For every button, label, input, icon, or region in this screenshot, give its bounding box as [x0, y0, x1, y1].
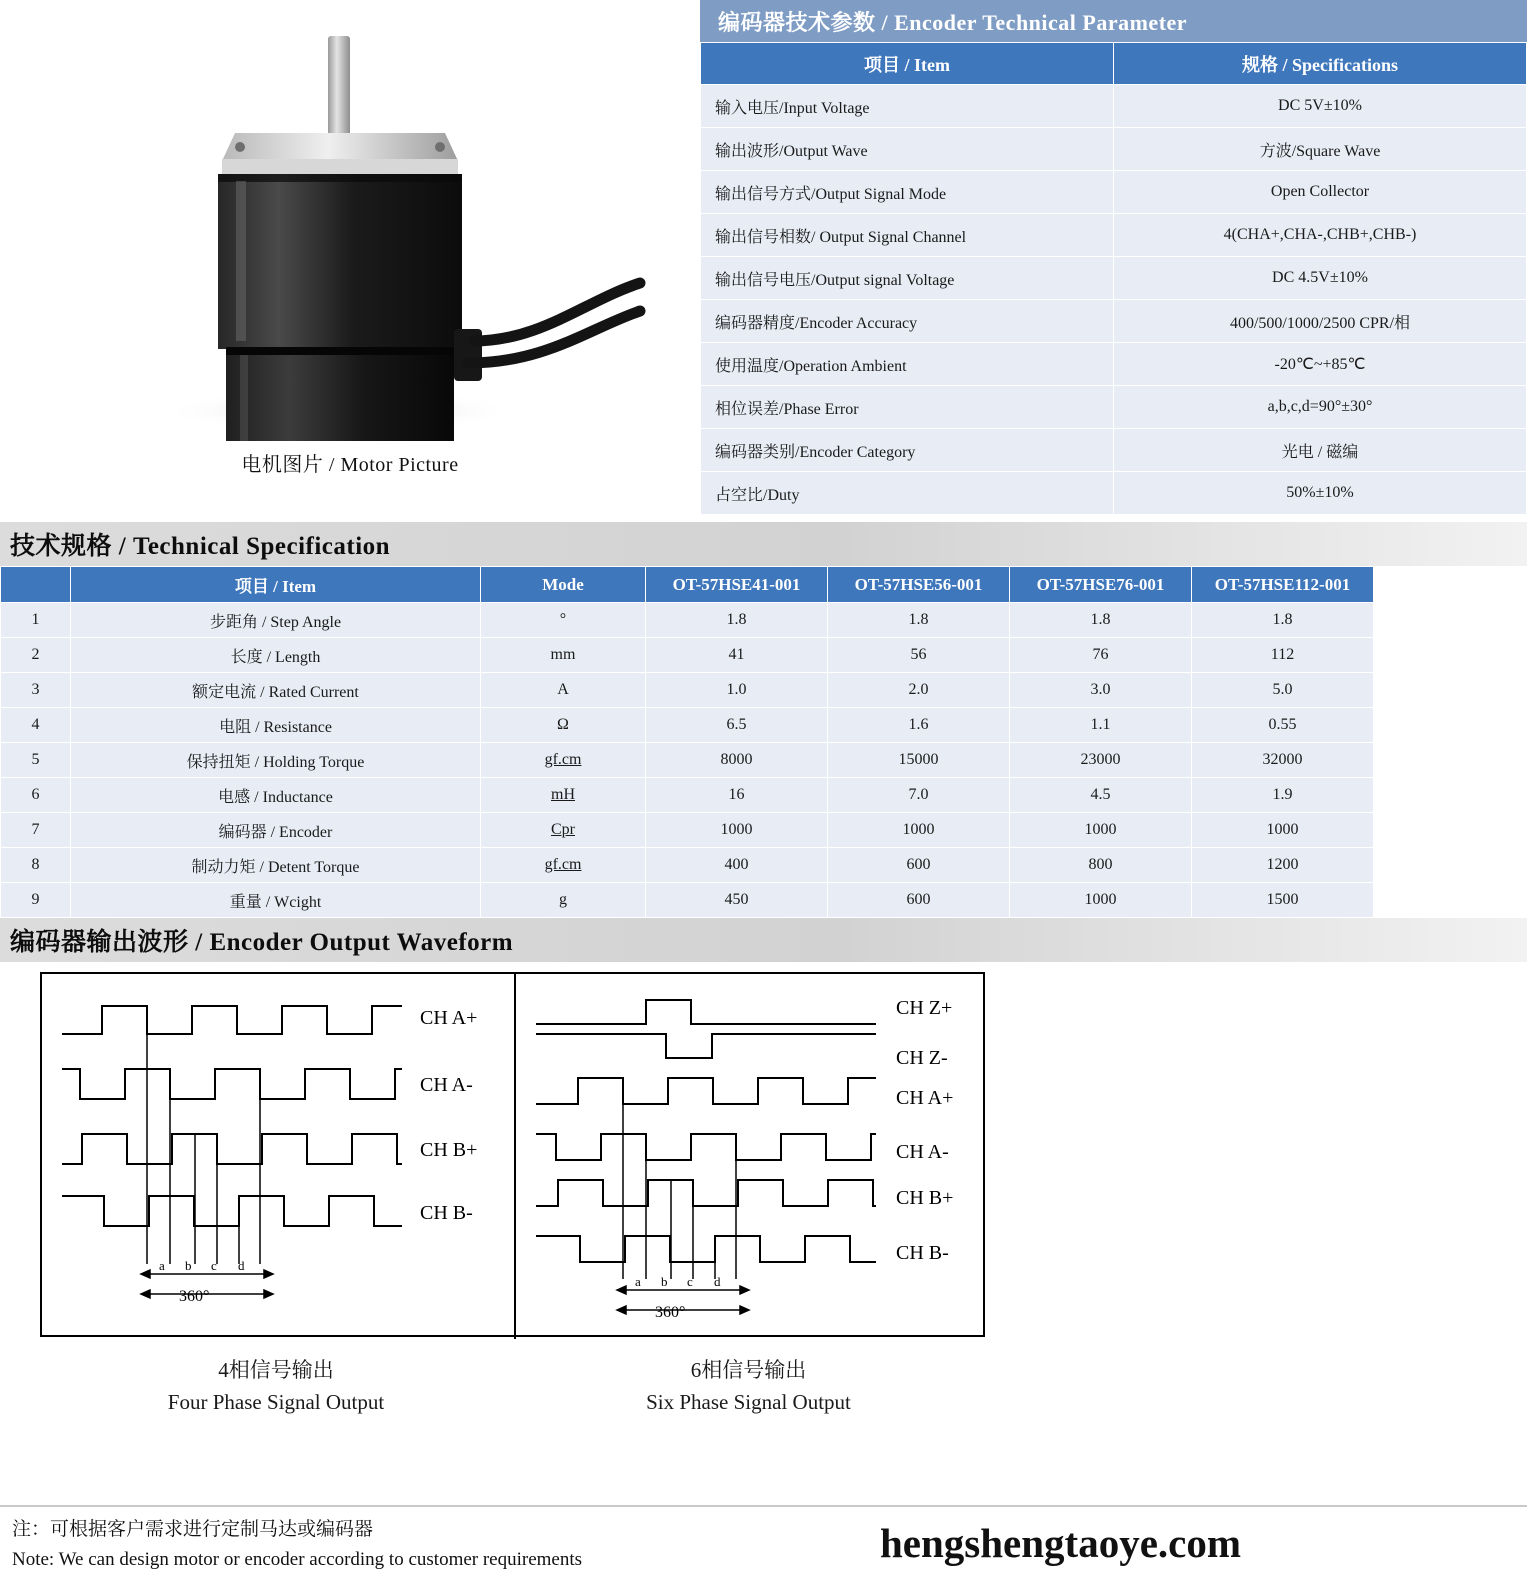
spec-row-mode: Cpr [481, 813, 646, 848]
table-row [1, 813, 1527, 848]
spec-row-item: 额定电流 / Rated Current [71, 673, 481, 708]
spec-row-value: 1.1 [1010, 708, 1192, 743]
svg-text:c: c [211, 1258, 217, 1273]
spec-row-pad [1374, 673, 1527, 708]
spec-header-model-3: OT-57HSE76-001 [1010, 567, 1192, 603]
spec-row-value: 450 [646, 883, 828, 918]
spec-row-value: 6.5 [646, 708, 828, 743]
spec-row-no: 3 [1, 673, 71, 708]
spec-row-value: 3.0 [1010, 673, 1192, 708]
spec-header-model-1: OT-57HSE41-001 [646, 567, 828, 603]
spec-row-item: 保持扭矩 / Holding Torque [71, 743, 481, 778]
spec-row-no: 7 [1, 813, 71, 848]
spec-row-pad [1374, 708, 1527, 743]
encoder-waveform-heading: 编码器输出波形 / Encoder Output Waveform [0, 918, 1527, 962]
encoder-table-title: 编码器技术参数 / Encoder Technical Parameter [700, 0, 1527, 42]
spec-row-item: 重量 / Wcight [71, 883, 481, 918]
spec-row-value: 7.0 [828, 778, 1010, 813]
encoder-item-spec: 方波/Square Wave [1114, 128, 1527, 171]
spec-row-value: 4.5 [1010, 778, 1192, 813]
spec-row-value: 1200 [1192, 848, 1374, 883]
spec-row-mode: gf.cm [481, 743, 646, 778]
spec-row-pad [1374, 603, 1527, 638]
svg-text:CH A+: CH A+ [420, 1007, 478, 1029]
spec-header-row [1, 567, 1527, 603]
svg-text:360°: 360° [179, 1288, 210, 1305]
encoder-table-header-row [701, 43, 1527, 85]
table-row [701, 214, 1527, 257]
spec-header-mode: Mode [481, 567, 646, 603]
svg-text:CH A-: CH A- [420, 1074, 473, 1096]
encoder-item-spec: 4(CHA+,CHA-,CHB+,CHB-) [1114, 214, 1527, 257]
spec-row-no: 5 [1, 743, 71, 778]
table-row [1, 603, 1527, 638]
table-row [701, 343, 1527, 386]
motor-picture-pane [0, 0, 700, 522]
waveform-area [0, 962, 1527, 1482]
spec-header-no [1, 567, 71, 603]
footer-note-en: Note: We can design motor or encoder according to customer requirements [12, 1549, 583, 1570]
encoder-item-label: 输出信号电压/Output signal Voltage [701, 257, 1114, 300]
svg-text:d: d [238, 1258, 245, 1273]
spec-row-mode: mH [481, 778, 646, 813]
spec-row-value: 1.8 [1192, 603, 1374, 638]
four-phase-caption-cn: 4相信号输出 [218, 1358, 334, 1382]
encoder-item-label: 输出信号方式/Output Signal Mode [701, 171, 1114, 214]
spec-row-value: 1000 [1010, 813, 1192, 848]
table-row [701, 386, 1527, 429]
footer-note-cn: 注：可根据客户需求进行定制马达或编码器 [12, 1519, 374, 1540]
spec-row-value: 1.0 [646, 673, 828, 708]
encoder-item-label: 输入电压/Input Voltage [701, 85, 1114, 128]
table-row [1, 708, 1527, 743]
encoder-item-spec: 400/500/1000/2500 CPR/相 [1114, 300, 1527, 343]
spec-row-value: 1.8 [828, 603, 1010, 638]
encoder-item-spec: 50%±10% [1114, 472, 1527, 515]
spec-row-mode: A [481, 673, 646, 708]
table-row [701, 472, 1527, 515]
encoder-parameter-table [700, 42, 1527, 515]
encoder-item-label: 编码器精度/Encoder Accuracy [701, 300, 1114, 343]
spec-row-value: 600 [828, 883, 1010, 918]
encoder-header-item: 项目 / Item [701, 43, 1114, 85]
svg-text:c: c [687, 1274, 693, 1289]
table-row [1, 743, 1527, 778]
four-phase-caption-en: Four Phase Signal Output [167, 1390, 385, 1414]
encoder-item-spec: Open Collector [1114, 171, 1527, 214]
spec-row-value: 41 [646, 638, 828, 673]
table-row [701, 300, 1527, 343]
six-phase-caption-cn: 6相信号输出 [690, 1358, 807, 1382]
spec-row-value: 1000 [828, 813, 1010, 848]
four-phase-caption [40, 1354, 512, 1418]
spec-header-model-4: OT-57HSE112-001 [1192, 567, 1374, 603]
four-phase-waveform [42, 974, 512, 1337]
spec-row-value: 5.0 [1192, 673, 1374, 708]
table-row [701, 171, 1527, 214]
table-row [701, 85, 1527, 128]
encoder-item-label: 编码器类别/Encoder Category [701, 429, 1114, 472]
encoder-item-label: 输出信号相数/ Output Signal Channel [701, 214, 1114, 257]
spec-header-item: 项目 / Item [71, 567, 481, 603]
spec-row-value: 32000 [1192, 743, 1374, 778]
svg-text:CH B-: CH B- [896, 1242, 949, 1264]
footer-note [12, 1515, 582, 1575]
spec-header-model-2: OT-57HSE56-001 [828, 567, 1010, 603]
spec-row-mode: g [481, 883, 646, 918]
svg-text:CH B+: CH B+ [420, 1139, 478, 1161]
table-row [701, 128, 1527, 171]
spec-row-pad [1374, 813, 1527, 848]
svg-text:d: d [714, 1274, 721, 1289]
svg-text:a: a [635, 1274, 641, 1289]
table-row [1, 883, 1527, 918]
spec-row-pad [1374, 848, 1527, 883]
svg-text:CH B-: CH B- [420, 1202, 473, 1224]
svg-text:b: b [185, 1258, 192, 1273]
table-row [1, 673, 1527, 708]
svg-text:CH Z+: CH Z+ [896, 997, 953, 1019]
spec-row-no: 8 [1, 848, 71, 883]
spec-row-item: 编码器 / Encoder [71, 813, 481, 848]
spec-row-value: 1.8 [1010, 603, 1192, 638]
six-phase-waveform [516, 974, 986, 1337]
svg-text:CH A+: CH A+ [896, 1087, 954, 1109]
spec-row-value: 800 [1010, 848, 1192, 883]
spec-row-value: 1.8 [646, 603, 828, 638]
waveform-diagram-box [40, 972, 985, 1337]
brand-website: hengshengtaoye.com [879, 1520, 1241, 1566]
spec-row-value: 15000 [828, 743, 1010, 778]
spec-row-pad [1374, 743, 1527, 778]
spec-row-no: 4 [1, 708, 71, 743]
encoder-item-spec: a,b,c,d=90°±30° [1114, 386, 1527, 429]
spec-row-value: 23000 [1010, 743, 1192, 778]
spec-row-item: 长度 / Length [71, 638, 481, 673]
spec-row-value: 1000 [646, 813, 828, 848]
spec-row-item: 制动力矩 / Detent Torque [71, 848, 481, 883]
spec-row-value: 1.9 [1192, 778, 1374, 813]
motor-picture-caption: 电机图片 / Motor Picture [241, 454, 459, 476]
table-row [1, 638, 1527, 673]
spec-row-pad [1374, 778, 1527, 813]
spec-row-value: 16 [646, 778, 828, 813]
spec-row-no: 6 [1, 778, 71, 813]
encoder-item-label: 使用温度/Operation Ambient [701, 343, 1114, 386]
six-phase-caption-en: Six Phase Signal Output [646, 1390, 851, 1414]
table-row [701, 257, 1527, 300]
svg-text:360°: 360° [655, 1304, 686, 1321]
spec-row-value: 2.0 [828, 673, 1010, 708]
spec-row-value: 0.55 [1192, 708, 1374, 743]
footer-content [0, 1507, 1527, 1575]
top-section [0, 0, 1527, 522]
spec-row-value: 8000 [646, 743, 828, 778]
svg-text:CH A-: CH A- [896, 1141, 949, 1163]
encoder-item-label: 相位误差/Phase Error [701, 386, 1114, 429]
motor-image [20, 6, 680, 446]
spec-row-value: 1500 [1192, 883, 1374, 918]
spec-row-no: 1 [1, 603, 71, 638]
spec-header-pad [1374, 567, 1527, 603]
svg-text:a: a [159, 1258, 165, 1273]
spec-row-item: 步距角 / Step Angle [71, 603, 481, 638]
spec-row-value: 400 [646, 848, 828, 883]
waveform-captions [40, 1354, 985, 1418]
spec-row-no: 2 [1, 638, 71, 673]
spec-row-mode: Ω [481, 708, 646, 743]
page-footer [0, 1505, 1527, 1591]
spec-row-item: 电感 / Inductance [71, 778, 481, 813]
encoder-item-spec: DC 5V±10% [1114, 85, 1527, 128]
spec-row-value: 76 [1010, 638, 1192, 673]
spec-row-mode: gf.cm [481, 848, 646, 883]
encoder-item-spec: 光电 / 磁编 [1114, 429, 1527, 472]
table-row [701, 429, 1527, 472]
spec-row-value: 1000 [1192, 813, 1374, 848]
encoder-item-label: 输出波形/Output Wave [701, 128, 1114, 171]
encoder-item-spec: -20℃~+85℃ [1114, 343, 1527, 386]
motor-illustration [40, 11, 660, 441]
spec-row-value: 112 [1192, 638, 1374, 673]
spec-row-item: 电阻 / Resistance [71, 708, 481, 743]
encoder-header-spec: 规格 / Specifications [1114, 43, 1527, 85]
encoder-item-label: 占空比/Duty [701, 472, 1114, 515]
spec-row-mode: ° [481, 603, 646, 638]
table-row [1, 778, 1527, 813]
svg-text:b: b [661, 1274, 668, 1289]
encoder-item-spec: DC 4.5V±10% [1114, 257, 1527, 300]
svg-text:CH Z-: CH Z- [896, 1047, 948, 1069]
spec-row-value: 1000 [1010, 883, 1192, 918]
spec-row-pad [1374, 883, 1527, 918]
spec-row-value: 56 [828, 638, 1010, 673]
six-phase-caption [512, 1354, 985, 1418]
technical-specification-table [0, 566, 1527, 918]
spec-row-value: 600 [828, 848, 1010, 883]
svg-text:CH B+: CH B+ [896, 1187, 954, 1209]
technical-specification-heading: 技术规格 / Technical Specification [0, 522, 1527, 566]
encoder-parameter-pane [700, 0, 1527, 522]
spec-row-value: 1.6 [828, 708, 1010, 743]
spec-row-pad [1374, 638, 1527, 673]
table-row [1, 848, 1527, 883]
spec-row-no: 9 [1, 883, 71, 918]
spec-row-mode: mm [481, 638, 646, 673]
